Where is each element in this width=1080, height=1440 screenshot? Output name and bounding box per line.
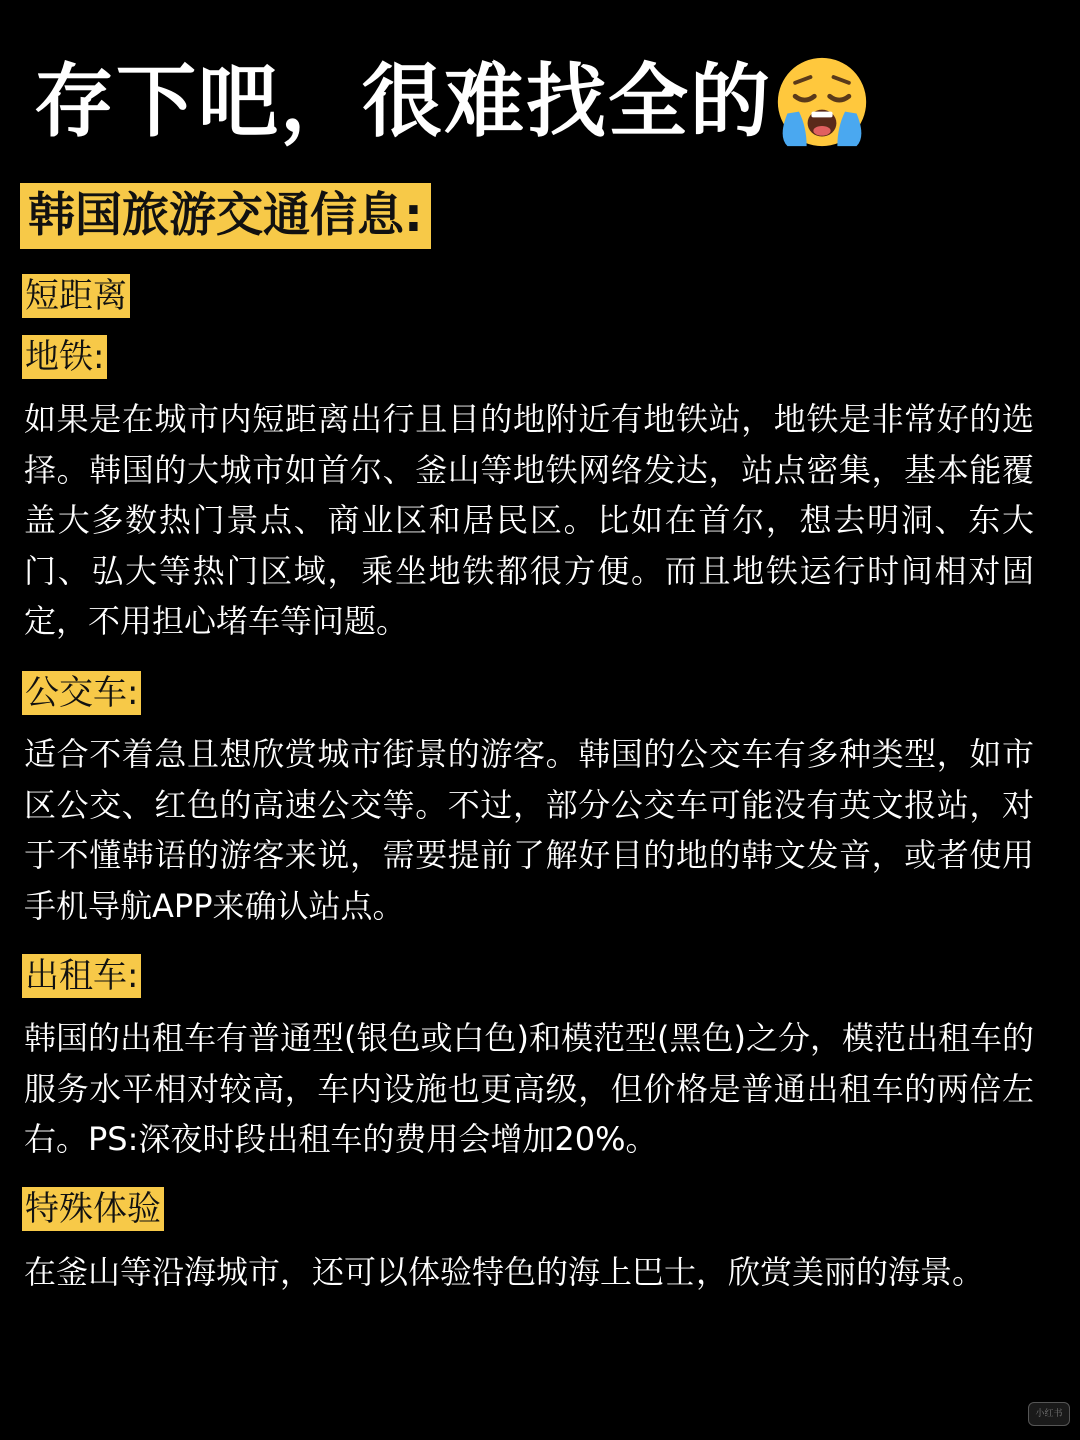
short-distance-label: 短距离 (22, 274, 130, 318)
watermark-logo: 小红书 (1028, 1402, 1070, 1426)
special-experience-label: 特殊体验 (22, 1187, 164, 1231)
title-row (34, 52, 870, 152)
bus-label: 公交车: (22, 671, 141, 715)
page-title: 存下吧，很难找全的 (34, 55, 772, 148)
subway-label: 地铁: (22, 335, 107, 379)
subway-paragraph: 如果是在城市内短距离出行且目的地附近有地铁站，地铁是非常好的选择。韩国的大城市如首尔、釜山等地铁网络发达，站点密集，基本能覆盖大多数热门景点、商业区和居民区。比如在首尔，想去明洞、东大门、弘大等热门区域，乘坐地铁都很方便。而且地铁运行时间相对固定，不用担心堵车等问题。 (24, 400, 1034, 640)
special-experience-paragraph: 在釜山等沿海城市，还可以体验特色的海上巴士，欣赏美丽的海景。 (24, 1253, 985, 1291)
bus-paragraph: 适合不着急且想欣赏城市街景的游客。韩国的公交车有多种类型，如市区公交、红色的高速公交等。不过，部分公交车可能没有英文报站，对于不懂韩语的游客来说，需要提前了解好目的地的韩文发音，或者使用手机导航APP来确认站点。 (24, 735, 1034, 925)
taxi-label: 出租车: (22, 954, 141, 998)
taxi-paragraph: 韩国的出租车有普通型(银色或白色)和模范型(黑色)之分，模范出租车的服务水平相对较高，车内设施也更高级，但价格是普通出租车的两倍左右。PS:深夜时段出租车的费用会增加20%。 (24, 1019, 1034, 1158)
loudly-crying-face-icon (774, 54, 870, 150)
section-banner: 韩国旅游交通信息: (20, 183, 431, 249)
